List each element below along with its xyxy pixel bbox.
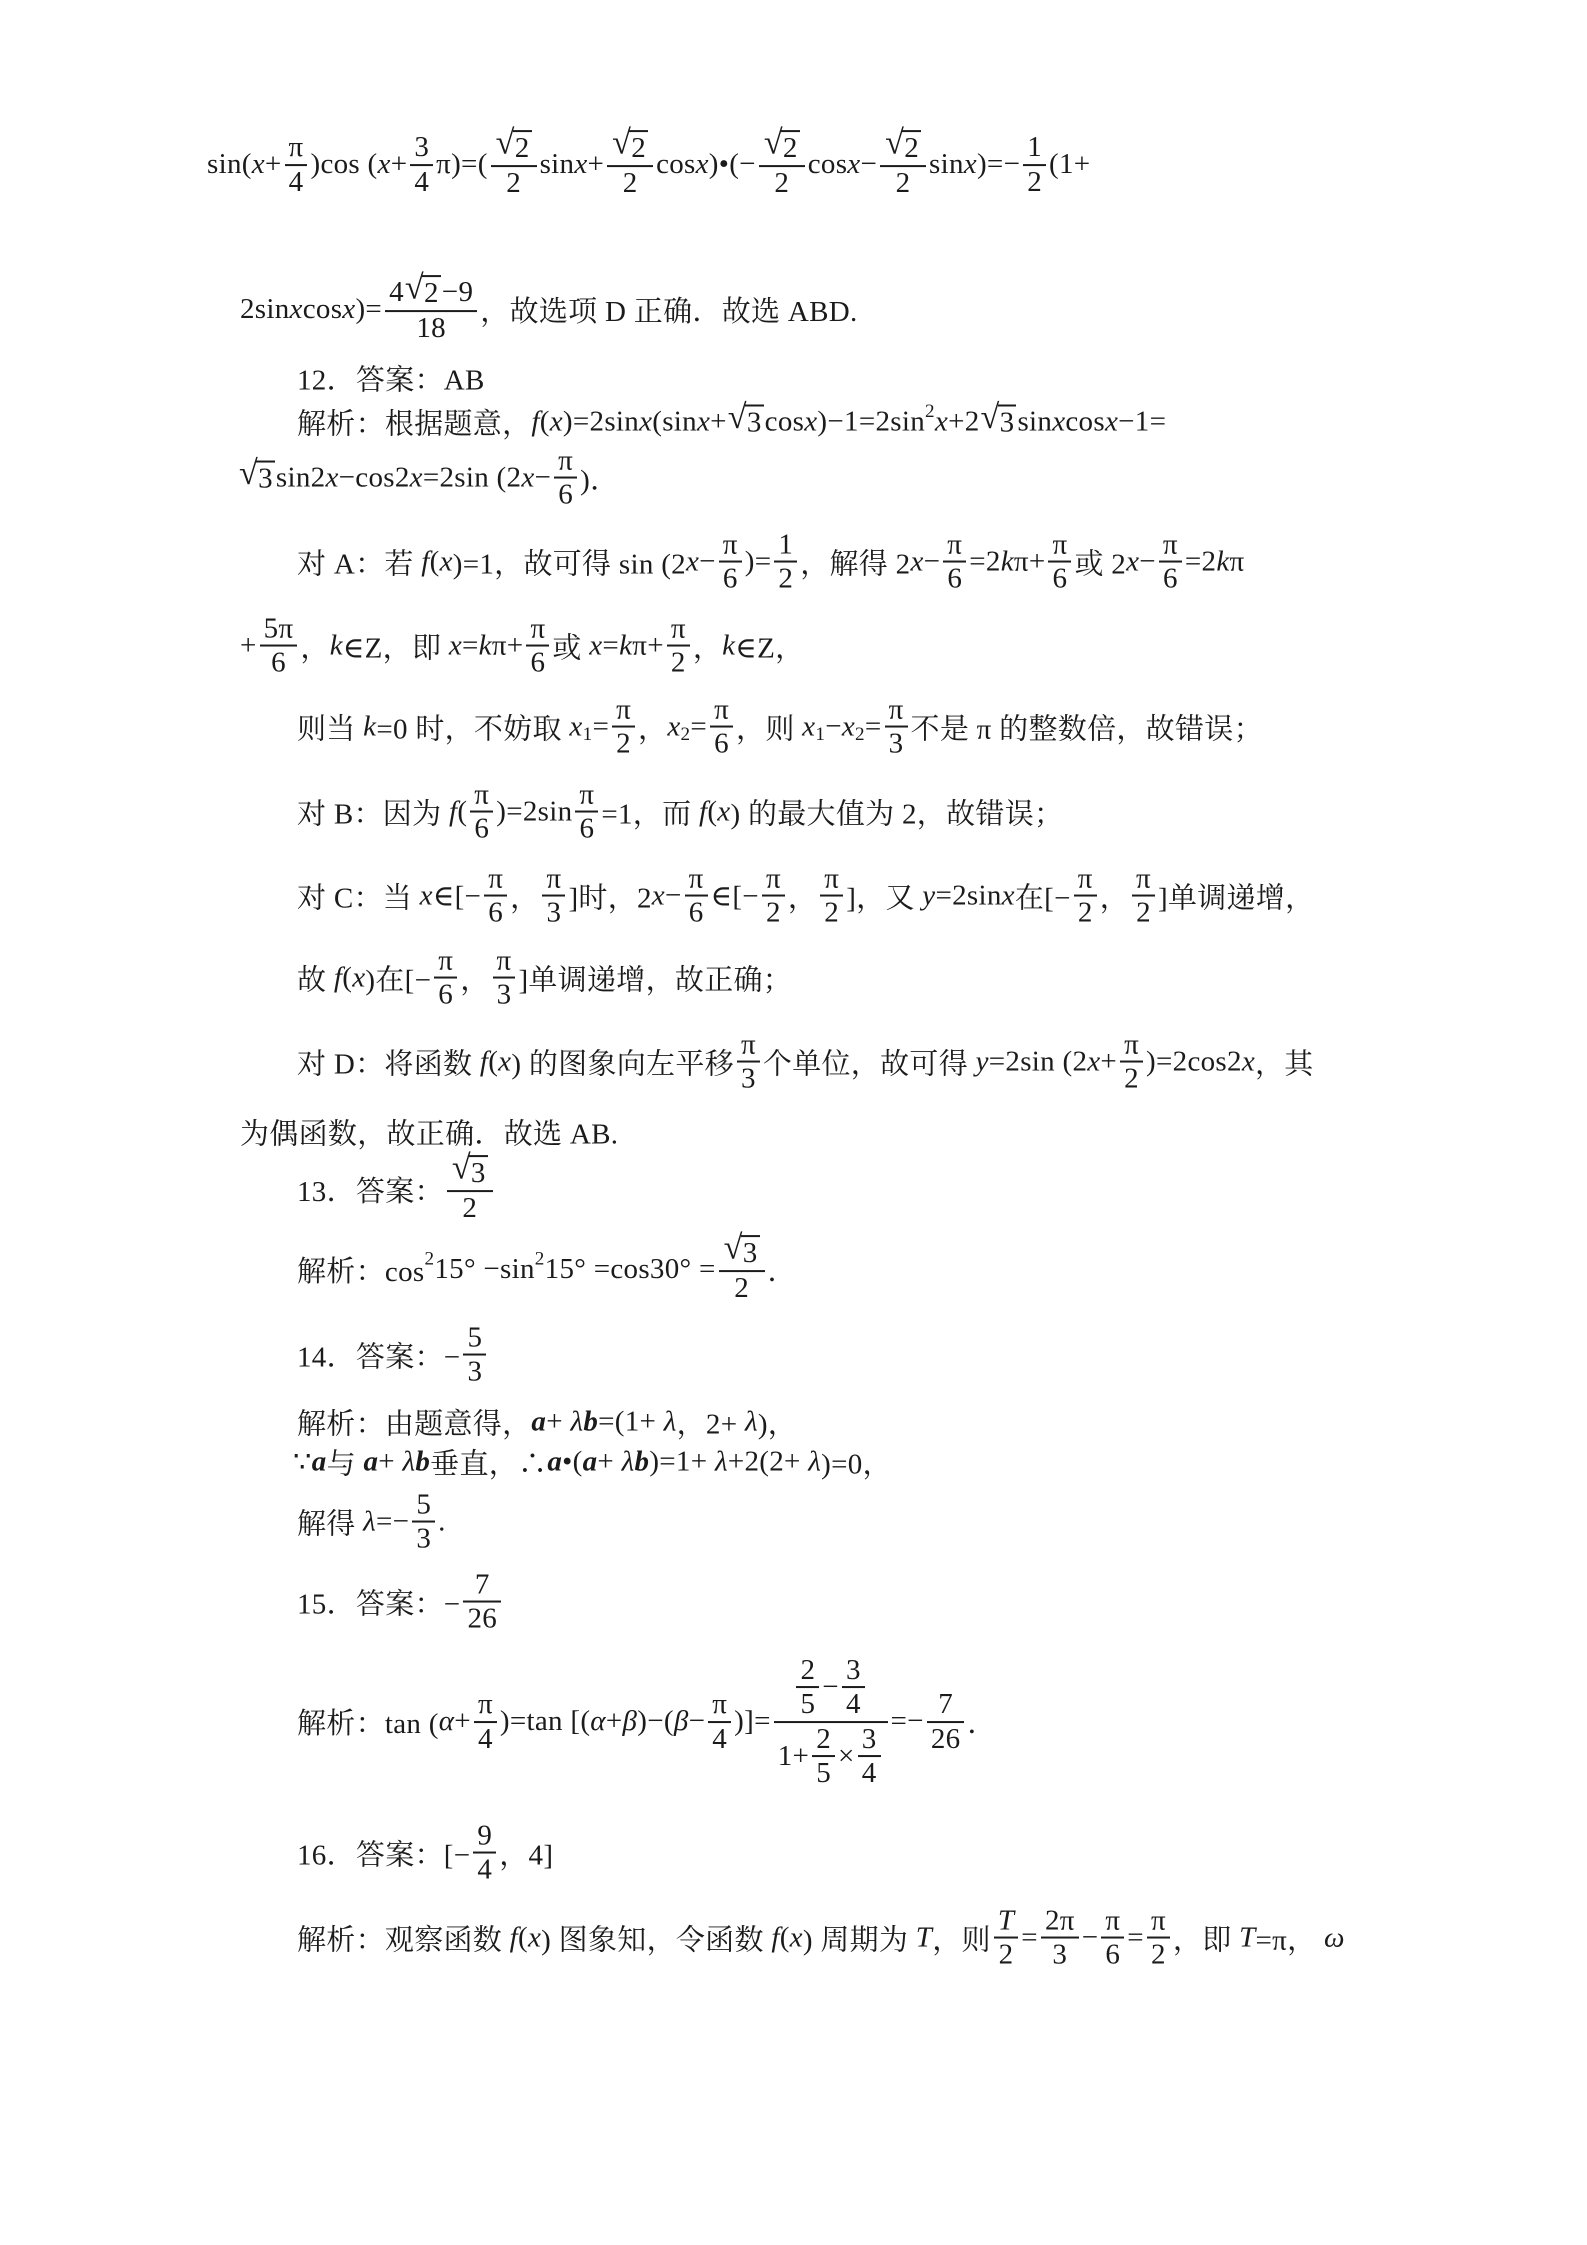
fraction: $\frac{\pi}{6}$ xyxy=(526,613,549,680)
vector-symbol: a xyxy=(363,1445,379,1478)
fraction: $\frac{\pi}{6}$ xyxy=(943,529,966,596)
radical: √ 3 xyxy=(727,398,762,439)
doc-line-19: 解得 λ =− $\frac{5}{3}$ . xyxy=(297,1488,446,1555)
fraction: $\frac{\pi}{6}$ xyxy=(710,694,733,761)
fraction: $\frac{\pi}{2}$ xyxy=(1120,1029,1143,1096)
doc-line-15: 解析：cos 2 15° −sin 2 15° =cos30° = √ 3 2 ． xyxy=(297,1229,797,1305)
fraction: $\frac{1}{2}$ xyxy=(1023,132,1046,199)
doc-line-4: 解析：根据题意， f ( x )=2sin x (sin x + √ 3 cos x )−1=2sin 2 x +2 √ 3 sin x cos x −1= xyxy=(297,398,1167,441)
fraction: $\frac{T}{2}$ xyxy=(994,1905,1018,1972)
fraction: $\frac{\pi}{6}$ xyxy=(434,945,457,1012)
doc-line-10: 对 C：当 x ∈[− $\frac{\pi}{6}$ ， $\frac{\pi}{3}$ ]时，2 x − $\frac{\pi}{6}$ ∈[− $\frac{\pi}{2}$ ， $\frac{\pi}{2}$ ]，又 y =2sin x 在[− $\frac{\pi}{2}$ ， $\frac{\pi}{2}$ ]单调递增， xyxy=(297,862,1315,929)
fraction: √ 2 2 xyxy=(880,130,926,200)
vector-symbol: b xyxy=(634,1445,650,1478)
fraction: $\frac{9}{4}$ xyxy=(473,1820,496,1887)
fraction: $\frac{3}{4}$ xyxy=(842,1654,865,1721)
doc-line-14: 13．答案： √ 3 2 xyxy=(297,1155,496,1225)
fraction: $\frac{\pi}{6}$ xyxy=(470,779,493,846)
fraction: $\frac{1}{2}$ xyxy=(774,529,797,596)
doc-line-17: 解析：由题意得， a + λ b =(1+ λ ，2+ λ )， xyxy=(297,1405,798,1441)
fraction: $\frac{\pi}{6}$ xyxy=(575,779,598,846)
doc-line-5: √ 3 sin2 x −cos2 x =2sin (2 x − $\frac{\pi}{6}$ )． xyxy=(239,444,620,511)
fraction: √ 3 2 xyxy=(719,1235,765,1305)
vector-symbol: b xyxy=(583,1405,599,1438)
fraction: $\frac{\pi}{6}$ xyxy=(1159,529,1182,596)
fraction: √ 2 2 xyxy=(759,130,805,200)
radical-sign-icon: √ xyxy=(885,124,905,162)
radical: √ 3 xyxy=(980,398,1015,439)
fraction: $\frac{\pi}{6}$ xyxy=(1048,529,1071,596)
radical-sign-icon: √ xyxy=(239,454,259,492)
fraction: $\frac{\pi}{3}$ xyxy=(885,694,908,761)
fraction: $\frac{\pi}{6}$ xyxy=(484,863,507,930)
fraction: $\frac{\pi}{2}$ xyxy=(612,694,635,761)
vector-symbol: a xyxy=(311,1445,327,1478)
fraction: √ 2 2 xyxy=(607,130,653,200)
radical: √ 3 xyxy=(723,1229,758,1270)
fraction: $\frac{3}{4}$ xyxy=(858,1723,881,1790)
fraction: $\frac{\pi}{2}$ xyxy=(1147,1905,1170,1972)
radical: √ 2 xyxy=(885,124,920,165)
doc-line-13: 为偶函数，故正确．故选 AB. xyxy=(240,1118,619,1151)
fraction: √ 3 2 xyxy=(447,1155,493,1225)
radical-sign-icon: √ xyxy=(495,124,515,162)
radical: √ 2 xyxy=(612,124,647,165)
doc-line-6: 对 A：若 f ( x )=1，故可得 sin (2 x − $\frac{\pi}{6}$ )= $\frac{1}{2}$ ，解得 2 x − $\frac{\pi}{6}$ =2 k π+ $\frac{\pi}{6}$ 或 2 x − $\frac{\pi}{6}$ =2 k π xyxy=(297,528,1245,595)
fraction: √ 2 2 xyxy=(491,130,537,200)
doc-line-12: 对 D：将函数 f ( x ) 的图象向左平移 $\frac{\pi}{3}$ 个单位，故可得 y =2sin (2 x + $\frac{\pi}{2}$ )=2cos2 x ，其 xyxy=(297,1028,1314,1095)
doc-line-16: 14．答案：− $\frac{5}{3}$ xyxy=(297,1322,489,1389)
fraction: $\frac{2}{5}$ xyxy=(812,1723,835,1790)
fraction: $\frac{\pi}{6}$ xyxy=(554,445,577,512)
fraction: $\frac{\pi}{6}$ xyxy=(1101,1905,1124,1972)
fraction: $\frac{\pi}{6}$ xyxy=(719,529,742,596)
fraction: $\frac{\pi}{2}$ xyxy=(1132,863,1155,930)
doc-line-7: + $\frac{5\pi}{6}$ ， k ∈Z，即 x = k π+ $\frac{\pi}{6}$ 或 x = k π+ $\frac{\pi}{2}$ ， k ∈Z， xyxy=(240,612,805,679)
fraction: $\frac{5}{3}$ xyxy=(412,1489,435,1556)
fraction: $\frac{\pi}{3}$ xyxy=(737,1029,760,1096)
doc-line-23: 解析：观察函数 f ( x ) 图象知，令函数 f ( x ) 周期为 T ，则 $\frac{T}{2}$ = $\frac{2\pi}{3}$ − $\frac{\pi}{6}$ = $\frac{\pi}{2}$ ，即 T =π， ω xyxy=(297,1904,1345,1971)
radical: √ 3 xyxy=(239,454,273,495)
fraction: $\frac{2}{5}$ xyxy=(796,1654,819,1721)
radical-sign-icon: √ xyxy=(980,398,1000,436)
fraction: $\frac{5}{3}$ xyxy=(463,1322,486,1389)
vector-symbol: a xyxy=(547,1445,563,1478)
doc-line-1: sin( x + $\frac{\pi}{4}$ )cos ( x + $\frac{3}{4}$ π)=( √ 2 2 sin x + √ 2 2 cos x )•(− √ 2 2 cos x − √ 2 2 sin x )=− $\frac{1}{2}$ (1+ xyxy=(207,124,1091,200)
fraction: $\frac{\pi}{4}$ xyxy=(474,1689,497,1756)
doc-line-21: 解析：tan ( α + $\frac{\pi}{4}$ )=tan [( α + β )−( β − $\frac{\pi}{4}$ )]= $\frac{2}{5}$ − $\frac{3}{4}$ 1+ $\frac{2}{5}$ × $\frac{3}{4}$ =− $\frac{7}{26}$ ． xyxy=(297,1654,997,1790)
radical-sign-icon: √ xyxy=(612,124,632,162)
fraction: $\frac{3}{4}$ xyxy=(410,132,433,199)
fraction: $\frac{\pi}{4}$ xyxy=(708,1689,731,1756)
doc-line-18: ∵ a 与 a + λ b 垂直，∴ a •( a + λ b )=1+ λ +2(2+ λ )=0， xyxy=(293,1445,892,1481)
doc-line-2: 2sin x cos x )= 4 √ 2 −9 18 ，故选项 D 正确．故选 ABD. xyxy=(240,269,858,345)
radical-sign-icon: √ xyxy=(763,124,783,162)
radical: √ 2 xyxy=(495,124,530,165)
radical: √ 2 xyxy=(763,124,798,165)
fraction: 4 √ 2 −9 18 xyxy=(385,275,477,345)
fraction: $\frac{\pi}{4}$ xyxy=(285,132,308,199)
fraction: $\frac{7}{26}$ xyxy=(927,1689,965,1756)
fraction: $\frac{\pi}{6}$ xyxy=(685,863,708,930)
doc-line-3: 12．答案：AB xyxy=(297,364,485,397)
fraction: $\frac{2\pi}{3}$ xyxy=(1041,1905,1079,1972)
fraction: $\frac{\pi}{3}$ xyxy=(542,863,565,930)
fraction: $\frac{\pi}{2}$ xyxy=(667,613,690,680)
doc-line-11: 故 f ( x )在[− $\frac{\pi}{6}$ ， $\frac{\pi}{3}$ ]单调递增，故正确； xyxy=(297,944,793,1011)
fraction: $\frac{5\pi}{6}$ xyxy=(260,613,298,680)
doc-line-22: 16．答案：[− $\frac{9}{4}$ ，4] xyxy=(297,1819,554,1886)
vector-symbol: a xyxy=(531,1405,547,1438)
doc-line-8: 则当 k =0 时，不妨取 x 1 = $\frac{\pi}{2}$ ， x 2 = $\frac{\pi}{6}$ ，则 x 1 − x 2 = $\frac{\pi}{3}$ 不是 π 的整数倍，故错误； xyxy=(297,693,1263,760)
fraction: $\frac{\pi}{2}$ xyxy=(820,863,843,930)
doc-line-9: 对 B：因为 f ( $\frac{\pi}{6}$ )=2sin $\frac{\pi}{6}$ =1，而 f ( x ) 的最大值为 2，故错误； xyxy=(297,778,1064,845)
doc-line-20: 15．答案：− $\frac{7}{26}$ xyxy=(297,1569,504,1636)
fraction: $\frac{7}{26}$ xyxy=(463,1569,501,1636)
radical-sign-icon: √ xyxy=(404,269,424,307)
fraction: $\frac{\pi}{2}$ xyxy=(762,863,785,930)
vector-symbol: a xyxy=(582,1445,598,1478)
radical-sign-icon: √ xyxy=(451,1149,471,1187)
fraction: $\frac{\pi}{2}$ xyxy=(1074,863,1097,930)
radical: √ 3 xyxy=(451,1149,486,1190)
fraction: $\frac{2}{5}$ − $\frac{3}{4}$ 1+ $\frac{2}{5}$ × $\frac{3}{4}$ xyxy=(774,1654,888,1790)
radical-sign-icon: √ xyxy=(727,398,747,436)
radical-sign-icon: √ xyxy=(723,1229,743,1267)
vector-symbol: b xyxy=(415,1445,431,1478)
radical: √ 2 xyxy=(404,269,439,310)
fraction: $\frac{\pi}{3}$ xyxy=(493,945,516,1012)
